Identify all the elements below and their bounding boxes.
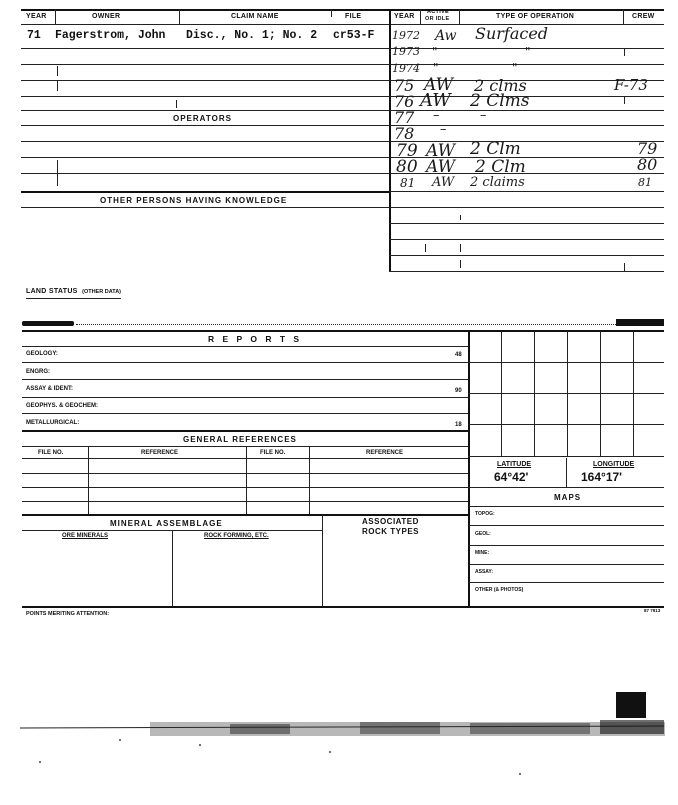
op-10-status: AW	[432, 175, 455, 190]
file-header: FILE	[345, 13, 362, 20]
op-8-type: 2 Clm	[470, 139, 521, 159]
tick	[460, 215, 461, 220]
report-engrg: ENGRG:	[26, 369, 50, 375]
row-line	[22, 413, 468, 414]
sep	[420, 9, 421, 24]
op-5-year: 76	[394, 92, 415, 111]
row-line	[468, 545, 664, 546]
op-line	[389, 207, 664, 208]
op-4-type: 2 clms	[474, 76, 527, 95]
general-references-title: GENERAL REFERENCES	[183, 435, 297, 444]
op-1-status: Aw	[435, 28, 457, 44]
mineral-assemblage-title: MINERAL ASSEMBLAGE	[110, 519, 223, 528]
op-10-type: 2 claims	[470, 175, 525, 190]
map-mine: MINE:	[475, 550, 490, 556]
claim-name: Disc., No. 1; No. 2	[186, 29, 318, 42]
report-geology: GEOLOGY:	[26, 351, 58, 357]
op-line	[389, 125, 664, 126]
row-line	[21, 173, 389, 174]
grid-row	[468, 393, 664, 394]
op-8-year: 79	[396, 141, 418, 161]
col-line	[246, 446, 247, 514]
other-persons-title: OTHER PERSONS HAVING KNOWLEDGE	[100, 196, 288, 205]
tick	[425, 244, 426, 252]
row-line	[21, 125, 389, 126]
grid-row	[468, 456, 664, 457]
op-9-year: 80	[396, 157, 418, 177]
assoc-rock-2: ROCK TYPES	[362, 527, 420, 536]
row-line	[22, 379, 468, 380]
longitude-value: 164°17'	[581, 470, 623, 484]
grid-col	[633, 331, 634, 457]
report-metallurgical-num: 18	[455, 422, 462, 428]
report-geology-num: 48	[455, 352, 462, 358]
row-line	[21, 207, 389, 208]
op-9-type: 2 Clm	[475, 157, 526, 177]
op-1-year: 1972	[392, 29, 420, 42]
row-line	[21, 80, 389, 81]
tick	[624, 96, 625, 104]
ink-blot	[22, 321, 74, 326]
op-line	[389, 64, 664, 65]
claim-year: 71	[27, 29, 41, 42]
row-line	[21, 64, 389, 65]
row-line	[21, 157, 389, 158]
op-6-type: –	[480, 108, 487, 123]
grid-row	[468, 424, 664, 425]
op-9-crew: 80	[637, 155, 658, 174]
row-line	[21, 48, 389, 49]
grid-row	[468, 362, 664, 363]
owner-header: OWNER	[92, 13, 121, 20]
latitude-value: 64°42'	[494, 470, 529, 484]
points-meriting-label: POINTS MERITING ATTENTION:	[26, 611, 110, 617]
reports-title: R E P O R T S	[208, 334, 303, 344]
op-line	[389, 191, 664, 192]
row-line	[22, 430, 468, 432]
col-line	[172, 530, 173, 606]
row-line	[22, 362, 468, 363]
land-status-label	[26, 280, 121, 299]
sep	[331, 9, 332, 17]
row-line	[468, 582, 664, 583]
sep	[623, 9, 624, 24]
report-geophys: GEOPHYS. & GEOCHEM:	[26, 403, 99, 409]
row-line	[468, 564, 664, 565]
op-line	[389, 271, 664, 272]
op-7-status: –	[440, 122, 447, 137]
op-line	[389, 255, 664, 256]
land-status-title: LAND STATUS	[26, 288, 78, 295]
tick	[57, 160, 58, 186]
ink-blot	[616, 319, 664, 326]
op-2-type: "	[525, 45, 531, 59]
bottom-rule	[22, 606, 664, 608]
op-8-status: AW	[426, 141, 456, 161]
latitude-label: LATITUDE	[497, 461, 532, 468]
report-metallurgical: METALLURGICAL:	[26, 420, 80, 426]
op-9-status: AW	[426, 157, 456, 177]
land-status-sub: (OTHER DATA)	[82, 289, 122, 295]
crew-header: CREW	[632, 13, 655, 20]
row-line	[21, 141, 389, 142]
claim-file: cr53-F	[333, 29, 375, 42]
year-header: YEAR	[26, 13, 47, 20]
assoc-rock-1: ASSOCIATED	[362, 517, 419, 526]
latlong-divider	[566, 458, 567, 488]
top-rule	[21, 9, 664, 11]
col-line	[88, 446, 89, 514]
op-10-year: 81	[400, 176, 416, 190]
op-6-status: –	[433, 108, 440, 123]
active-header-1: ACTIVE	[427, 9, 449, 15]
op-3-status: "	[433, 61, 439, 75]
row-line	[468, 506, 664, 507]
op-line	[389, 239, 664, 240]
op-7-year: 78	[394, 124, 415, 143]
op-6-year: 77	[394, 108, 415, 127]
ref-reference-2: REFERENCE	[366, 450, 404, 456]
op-5-status: AW	[420, 90, 451, 111]
longitude-label: LONGITUDE	[593, 461, 635, 468]
op-2-year: 1973	[392, 45, 420, 58]
row-line	[21, 110, 389, 111]
row-line	[21, 191, 389, 193]
op-5-type: 2 Clms	[470, 91, 530, 111]
ore-minerals-header: ORE MINERALS	[62, 533, 109, 539]
row-line	[22, 346, 468, 347]
claim-name-header: CLAIM NAME	[231, 13, 279, 20]
ref-file-no-2: FILE NO.	[260, 450, 286, 456]
form-number: 87 7913	[644, 608, 661, 613]
tick	[57, 66, 58, 76]
col-line	[309, 446, 310, 514]
row-line	[468, 487, 664, 488]
grid-col	[534, 331, 535, 457]
op-8-crew: 79	[637, 139, 658, 158]
op-line	[389, 223, 664, 224]
section-rule	[76, 324, 616, 325]
ref-reference-1: REFERENCE	[141, 450, 179, 456]
col-line	[322, 514, 323, 606]
row-line	[468, 525, 664, 526]
maps-title: MAPS	[554, 493, 582, 502]
map-geol: GEOL:	[475, 531, 491, 537]
tick	[624, 48, 625, 56]
year2-header: YEAR	[394, 13, 415, 20]
tick	[57, 81, 58, 91]
header-rule	[21, 24, 664, 25]
tick	[460, 244, 461, 252]
tick	[176, 100, 177, 108]
map-topog: TOPOG:	[475, 511, 495, 517]
report-assay: ASSAY & IDENT:	[26, 386, 74, 392]
scan-noise	[0, 700, 678, 780]
op-4-year: 75	[394, 76, 415, 95]
grid-col	[567, 331, 568, 457]
op-10-crew: 81	[638, 176, 652, 189]
operators-title: OPERATORS	[173, 114, 232, 123]
tick	[460, 260, 461, 268]
sep	[179, 9, 180, 24]
row-line	[21, 96, 389, 97]
active-header-2: OR IDLE	[425, 16, 450, 22]
op-2-status: "	[432, 45, 438, 59]
grid-col	[600, 331, 601, 457]
row-line	[22, 397, 468, 398]
op-4-crew: F-73	[614, 76, 648, 94]
type-header: TYPE OF OPERATION	[496, 13, 575, 20]
claim-owner: Fagerstrom, John	[55, 29, 166, 42]
op-4-status: AW	[424, 75, 454, 95]
row-line	[22, 514, 468, 516]
sep	[459, 9, 460, 24]
ref-file-no-1: FILE NO.	[38, 450, 64, 456]
grid-col	[501, 331, 502, 457]
map-other: OTHER (& PHOTOS)	[475, 587, 524, 593]
op-3-type: "	[512, 61, 518, 75]
sep	[55, 9, 56, 24]
op-3-year: 1974	[392, 62, 420, 75]
map-assay: ASSAY:	[475, 569, 494, 575]
op-1-type: Surfaced	[475, 24, 549, 43]
rock-forming-header: ROCK FORMING, ETC.	[204, 533, 269, 539]
tick	[624, 263, 625, 271]
report-assay-num: 90	[455, 388, 462, 394]
